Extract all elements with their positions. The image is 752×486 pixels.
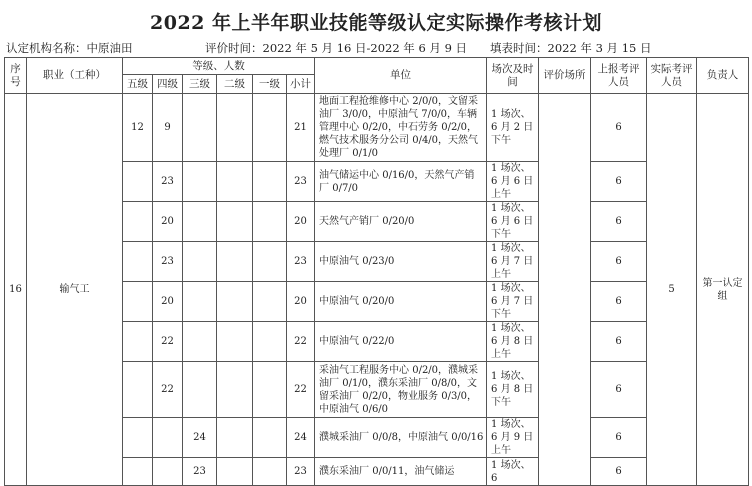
unit-cell: 濮东采油厂 0/0/11，油气储运 bbox=[315, 458, 487, 486]
level3-cell bbox=[183, 282, 217, 322]
level1-cell bbox=[253, 202, 287, 242]
level3-cell: 23 bbox=[183, 458, 217, 486]
reported-cell: 6 bbox=[591, 362, 647, 418]
subtotal-cell: 24 bbox=[287, 418, 315, 458]
level1-cell bbox=[253, 94, 287, 162]
reported-cell: 6 bbox=[591, 282, 647, 322]
level4-cell: 22 bbox=[153, 322, 183, 362]
reported-cell: 6 bbox=[591, 458, 647, 486]
level1-cell bbox=[253, 418, 287, 458]
level5-cell bbox=[123, 202, 153, 242]
header-occupation: 职业（工种） bbox=[27, 58, 123, 94]
level2-cell bbox=[217, 418, 253, 458]
unit-cell: 中原油气 0/22/0 bbox=[315, 322, 487, 362]
unit-cell: 地面工程抢维修中心 2/0/0，文留采油厂 3/0/0，中原油气 7/0/0，车辆管理中心 0/2/0，中石劳务 0/2/0，燃气技术服务分公司 0/4/0，天然气处理厂 0/1/0 bbox=[315, 94, 487, 162]
session-cell: 1 场次、6 月 6 日下午 bbox=[487, 202, 539, 242]
level4-cell: 20 bbox=[153, 202, 183, 242]
table-row bbox=[5, 94, 749, 162]
seq-cell: 16 bbox=[5, 94, 27, 486]
page-title: 2022 年上半年职业技能等级认定实际操作考核计划 bbox=[150, 12, 602, 34]
occupation-cell: 输气工 bbox=[27, 94, 123, 486]
level3-cell bbox=[183, 202, 217, 242]
header-level1: 一级 bbox=[253, 75, 287, 94]
level1-cell bbox=[253, 282, 287, 322]
header-level5: 五级 bbox=[123, 75, 153, 94]
header-unit: 单位 bbox=[315, 58, 487, 94]
subtotal-cell: 23 bbox=[287, 458, 315, 486]
subtotal-cell: 20 bbox=[287, 282, 315, 322]
unit-cell: 中原油气 0/20/0 bbox=[315, 282, 487, 322]
level5-cell bbox=[123, 418, 153, 458]
subtotal-cell: 22 bbox=[287, 362, 315, 418]
header-session: 场次及时间 bbox=[487, 58, 539, 94]
header-level4: 四级 bbox=[153, 75, 183, 94]
reported-cell: 6 bbox=[591, 162, 647, 202]
session-cell: 1 场次、6 月 7 日下午 bbox=[487, 282, 539, 322]
session-cell: 1 场次、6 月 6 日上午 bbox=[487, 162, 539, 202]
level4-cell: 23 bbox=[153, 162, 183, 202]
header-level2: 二级 bbox=[217, 75, 253, 94]
level2-cell bbox=[217, 162, 253, 202]
venue-cell bbox=[539, 94, 591, 486]
org-name: 认定机构名称：中原油田 bbox=[6, 41, 133, 55]
unit-cell: 油气储运中心 0/16/0，天然气产销厂 0/7/0 bbox=[315, 162, 487, 202]
header-actual: 实际考评人员 bbox=[647, 58, 697, 94]
session-cell: 1 场次、6 月 9 日上午 bbox=[487, 418, 539, 458]
level2-cell bbox=[217, 458, 253, 486]
level2-cell bbox=[217, 362, 253, 418]
level3-cell bbox=[183, 94, 217, 162]
level5-cell bbox=[123, 162, 153, 202]
level5-cell: 12 bbox=[123, 94, 153, 162]
unit-cell: 天然气产销厂 0/20/0 bbox=[315, 202, 487, 242]
fill-time: 填表时间：2022 年 3 月 15 日 bbox=[490, 41, 652, 55]
reported-cell: 6 bbox=[591, 418, 647, 458]
level3-cell bbox=[183, 322, 217, 362]
header-levels-group: 等级、人数 bbox=[123, 58, 315, 75]
owner-cell: 第一认定组 bbox=[697, 94, 749, 486]
reported-cell: 6 bbox=[591, 322, 647, 362]
level4-cell: 9 bbox=[153, 94, 183, 162]
session-cell: 1 场次、6 bbox=[487, 458, 539, 486]
reported-cell: 6 bbox=[591, 202, 647, 242]
subtotal-cell: 21 bbox=[287, 94, 315, 162]
eval-time: 评价时间：2022 年 5 月 16 日-2022 年 6 月 9 日 bbox=[205, 41, 468, 55]
level1-cell bbox=[253, 362, 287, 418]
level1-cell bbox=[253, 162, 287, 202]
reported-cell: 6 bbox=[591, 242, 647, 282]
header-level3: 三级 bbox=[183, 75, 217, 94]
level4-cell: 23 bbox=[153, 242, 183, 282]
level2-cell bbox=[217, 242, 253, 282]
level5-cell bbox=[123, 458, 153, 486]
level3-cell bbox=[183, 162, 217, 202]
plan-table bbox=[4, 57, 749, 486]
session-cell: 1 场次、6 月 7 日上午 bbox=[487, 242, 539, 282]
unit-cell: 中原油气 0/23/0 bbox=[315, 242, 487, 282]
header-seq: 序号 bbox=[5, 58, 27, 94]
level2-cell bbox=[217, 322, 253, 362]
session-cell: 1 场次、6 月 8 日下午 bbox=[487, 362, 539, 418]
header-owner: 负责人 bbox=[697, 58, 749, 94]
header-reported: 上报考评人员 bbox=[591, 58, 647, 94]
level3-cell bbox=[183, 362, 217, 418]
level2-cell bbox=[217, 282, 253, 322]
unit-cell: 濮城采油厂 0/0/8，中原油气 0/0/16 bbox=[315, 418, 487, 458]
session-cell: 1 场次、6 月 2 日下午 bbox=[487, 94, 539, 162]
level4-cell: 22 bbox=[153, 362, 183, 418]
unit-cell: 采油气工程服务中心 0/2/0，濮城采油厂 0/1/0，濮东采油厂 0/8/0，文留采油厂 0/2/0，物业服务 0/3/0，中原油气 0/6/0 bbox=[315, 362, 487, 418]
level2-cell bbox=[217, 202, 253, 242]
level1-cell bbox=[253, 458, 287, 486]
level1-cell bbox=[253, 242, 287, 282]
subtotal-cell: 23 bbox=[287, 162, 315, 202]
level5-cell bbox=[123, 322, 153, 362]
level1-cell bbox=[253, 322, 287, 362]
actual-cell: 5 bbox=[647, 94, 697, 486]
level2-cell bbox=[217, 94, 253, 162]
level4-cell bbox=[153, 418, 183, 458]
session-cell: 1 场次、6 月 8 日上午 bbox=[487, 322, 539, 362]
level3-cell bbox=[183, 242, 217, 282]
level3-cell: 24 bbox=[183, 418, 217, 458]
level5-cell bbox=[123, 282, 153, 322]
level4-cell bbox=[153, 458, 183, 486]
level5-cell bbox=[123, 242, 153, 282]
header-venue: 评价场所 bbox=[539, 58, 591, 94]
level4-cell: 20 bbox=[153, 282, 183, 322]
subtotal-cell: 23 bbox=[287, 242, 315, 282]
subtotal-cell: 22 bbox=[287, 322, 315, 362]
level5-cell bbox=[123, 362, 153, 418]
header-subtotal: 小计 bbox=[287, 75, 315, 94]
subtotal-cell: 20 bbox=[287, 202, 315, 242]
reported-cell: 6 bbox=[591, 94, 647, 162]
